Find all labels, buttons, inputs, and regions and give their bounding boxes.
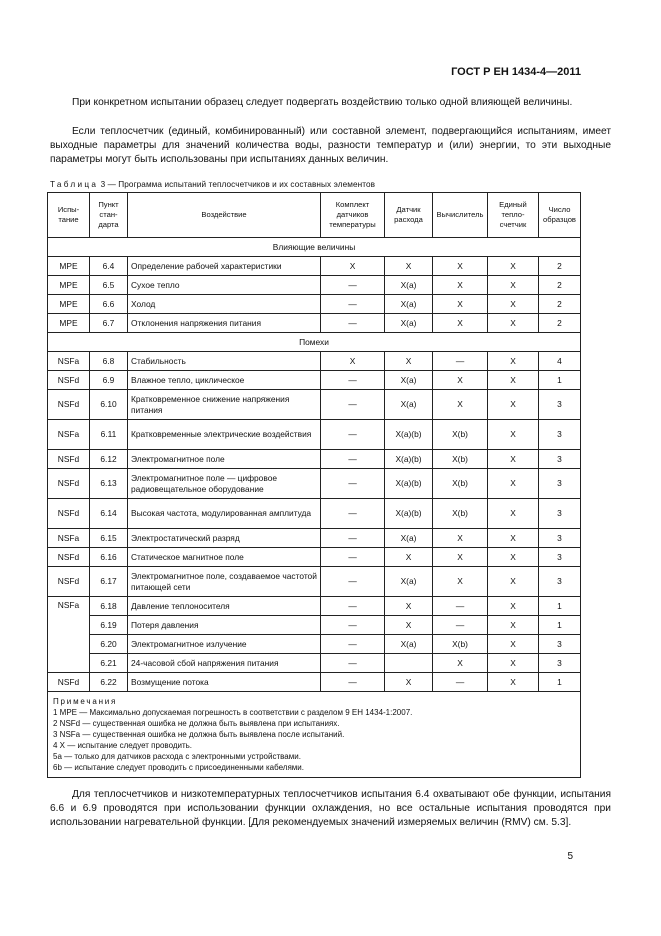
table-cell: NSFd bbox=[48, 673, 90, 692]
table-row bbox=[48, 371, 581, 390]
table-cell: X bbox=[488, 420, 539, 450]
table-cell: NSFd bbox=[48, 371, 90, 390]
table-cell bbox=[385, 654, 433, 673]
table-cell: 6.9 bbox=[90, 371, 128, 390]
table-cell: X bbox=[488, 548, 539, 567]
table-cell: X bbox=[433, 371, 488, 390]
table-cell: — bbox=[321, 276, 385, 295]
table-notes bbox=[48, 692, 581, 778]
table-cell: Влажное тепло, циклическое bbox=[128, 371, 321, 390]
table-cell: NSFd bbox=[48, 390, 90, 420]
table-cell: NSFd bbox=[48, 567, 90, 597]
table-cell: — bbox=[433, 597, 488, 616]
table-cell: X bbox=[433, 276, 488, 295]
table-row bbox=[48, 499, 581, 529]
table-cell: X bbox=[488, 352, 539, 371]
table-cell: NSFd bbox=[48, 469, 90, 499]
table-cell: NSFd bbox=[48, 450, 90, 469]
table-cell: — bbox=[321, 567, 385, 597]
col-header-influence: Воздействие bbox=[128, 193, 321, 238]
test-program-table bbox=[47, 192, 581, 778]
table-cell: MPE bbox=[48, 257, 90, 276]
table-cell: X(a) bbox=[385, 390, 433, 420]
table-cell: X bbox=[433, 314, 488, 333]
table-caption bbox=[50, 180, 375, 189]
table-row bbox=[48, 567, 581, 597]
table-row bbox=[48, 276, 581, 295]
table-cell: — bbox=[321, 314, 385, 333]
table-cell: 3 bbox=[539, 635, 581, 654]
table-row bbox=[48, 597, 581, 616]
section-row-interference bbox=[48, 333, 581, 352]
table-cell: X bbox=[433, 548, 488, 567]
table-cell: 6.16 bbox=[90, 548, 128, 567]
table-cell: MPE bbox=[48, 314, 90, 333]
table-cell: 1 bbox=[539, 616, 581, 635]
table-cell: Электромагнитное излучение bbox=[128, 635, 321, 654]
table-cell: X bbox=[488, 635, 539, 654]
table-cell: MPE bbox=[48, 276, 90, 295]
table-cell: 6.7 bbox=[90, 314, 128, 333]
table-cell: Отклонения напряжения питания bbox=[128, 314, 321, 333]
table-cell: X bbox=[433, 567, 488, 597]
table-cell: 2 bbox=[539, 295, 581, 314]
table-cell: Холод bbox=[128, 295, 321, 314]
table-cell: 6.4 bbox=[90, 257, 128, 276]
table-cell: 6.19 bbox=[90, 616, 128, 635]
table-cell: — bbox=[321, 548, 385, 567]
table-cell: X(a)(b) bbox=[385, 450, 433, 469]
table-cell: 3 bbox=[539, 420, 581, 450]
table-cell: 6.18 bbox=[90, 597, 128, 616]
table-row bbox=[48, 257, 581, 276]
col-header-test: Испы- тание bbox=[48, 193, 90, 238]
table-cell: X bbox=[433, 257, 488, 276]
table-cell: X bbox=[385, 597, 433, 616]
table-cell: X bbox=[385, 673, 433, 692]
table-cell: NSFd bbox=[48, 548, 90, 567]
note-item: 1 MPE — Максимально допускаемая погрешность в соответствии с разделом 9 ЕН 1434-1:2007. bbox=[53, 708, 413, 717]
table-cell: — bbox=[321, 469, 385, 499]
table-cell: — bbox=[433, 616, 488, 635]
table-row bbox=[48, 352, 581, 371]
table-row bbox=[48, 314, 581, 333]
table-cell: 6.11 bbox=[90, 420, 128, 450]
table-cell: — bbox=[321, 529, 385, 548]
table-cell: X bbox=[488, 390, 539, 420]
table-cell: X(a) bbox=[385, 295, 433, 314]
table-cell: 6.17 bbox=[90, 567, 128, 597]
col-header-flow-sensor: Датчик расхода bbox=[385, 193, 433, 238]
table-cell: X bbox=[488, 529, 539, 548]
table-cell: MPE bbox=[48, 295, 90, 314]
table-cell: 4 bbox=[539, 352, 581, 371]
col-header-sample-count: Число образцов bbox=[539, 193, 581, 238]
table-row bbox=[48, 673, 581, 692]
table-cell: X bbox=[488, 450, 539, 469]
table-cell: X bbox=[488, 616, 539, 635]
table-cell: 24-часовой сбой напряжения питания bbox=[128, 654, 321, 673]
table-cell: X(a)(b) bbox=[385, 469, 433, 499]
table-cell: 6.13 bbox=[90, 469, 128, 499]
table-cell: — bbox=[433, 352, 488, 371]
table-cell: X bbox=[321, 352, 385, 371]
table-cell: NSFa bbox=[48, 529, 90, 548]
caption-label: Таблица bbox=[50, 180, 99, 189]
table-cell: 3 bbox=[539, 469, 581, 499]
table-cell: X(a)(b) bbox=[385, 420, 433, 450]
table-cell: 3 bbox=[539, 654, 581, 673]
table-cell: X bbox=[321, 257, 385, 276]
table-cell: — bbox=[321, 450, 385, 469]
note-item: 3 NSFa — существенная ошибка не должна быть выявлена после испытаний. bbox=[53, 730, 345, 739]
table-cell: Стабильность bbox=[128, 352, 321, 371]
table-row bbox=[48, 616, 581, 635]
note-item: 2 NSFd — существенная ошибка не должна быть выявлена при испытаниях. bbox=[53, 719, 340, 728]
table-cell: 6.8 bbox=[90, 352, 128, 371]
table-cell: NSFa bbox=[48, 597, 90, 673]
table-cell: 3 bbox=[539, 548, 581, 567]
table-cell: X(a) bbox=[385, 529, 433, 548]
table-cell: 6.12 bbox=[90, 450, 128, 469]
table-cell: X(b) bbox=[433, 450, 488, 469]
col-header-calculator: Вычислитель bbox=[433, 193, 488, 238]
table-cell: X bbox=[488, 371, 539, 390]
table-cell: 6.5 bbox=[90, 276, 128, 295]
table-cell: 3 bbox=[539, 499, 581, 529]
table-cell: X bbox=[488, 469, 539, 499]
page-number: 5 bbox=[567, 851, 573, 862]
table-cell: X bbox=[488, 295, 539, 314]
caption-text: — Программа испытаний теплосчетчиков и их составных элементов bbox=[107, 180, 376, 189]
table-cell: 2 bbox=[539, 276, 581, 295]
table-cell: Давление теплоносителя bbox=[128, 597, 321, 616]
table-row bbox=[48, 390, 581, 420]
table-cell: — bbox=[321, 390, 385, 420]
table-cell: Сухое тепло bbox=[128, 276, 321, 295]
table-cell: X bbox=[488, 654, 539, 673]
table-row bbox=[48, 548, 581, 567]
table-cell: 6.20 bbox=[90, 635, 128, 654]
table-cell: — bbox=[321, 597, 385, 616]
table-cell: 1 bbox=[539, 597, 581, 616]
table-cell: Электромагнитное поле — цифровое радиовещательное оборудование bbox=[128, 469, 321, 499]
section-row-influence bbox=[48, 238, 581, 257]
table-cell: X bbox=[433, 654, 488, 673]
table-row bbox=[48, 469, 581, 499]
table-cell: 3 bbox=[539, 529, 581, 548]
table-cell: — bbox=[321, 616, 385, 635]
table-row bbox=[48, 654, 581, 673]
table-cell: 6.21 bbox=[90, 654, 128, 673]
table-cell: 1 bbox=[539, 673, 581, 692]
table-cell: X(a) bbox=[385, 371, 433, 390]
table-cell: X(b) bbox=[433, 469, 488, 499]
table-cell: X bbox=[433, 295, 488, 314]
table-cell: X bbox=[488, 276, 539, 295]
table-cell: 3 bbox=[539, 450, 581, 469]
table-cell: Статическое магнитное поле bbox=[128, 548, 321, 567]
table-cell: 1 bbox=[539, 371, 581, 390]
table-row bbox=[48, 420, 581, 450]
col-header-clause: Пункт стан- дарта bbox=[90, 193, 128, 238]
col-header-complete-meter: Единый тепло- счетчик bbox=[488, 193, 539, 238]
table-cell: X bbox=[488, 499, 539, 529]
table-cell: Электромагнитное поле bbox=[128, 450, 321, 469]
table-cell: X(a) bbox=[385, 635, 433, 654]
table-row bbox=[48, 635, 581, 654]
table-row bbox=[48, 295, 581, 314]
table-cell: X bbox=[385, 352, 433, 371]
caption-number: 3 bbox=[100, 180, 106, 189]
table-cell: X bbox=[488, 597, 539, 616]
table-cell: — bbox=[433, 673, 488, 692]
table-cell: 6.6 bbox=[90, 295, 128, 314]
table-cell: X bbox=[433, 390, 488, 420]
table-cell: X bbox=[385, 616, 433, 635]
table-cell: — bbox=[321, 654, 385, 673]
table-cell: 2 bbox=[539, 257, 581, 276]
note-item: 5a — только для датчиков расхода с электронными устройствами. bbox=[53, 752, 301, 761]
notes-title: Примечания bbox=[53, 697, 118, 706]
table-cell: X(b) bbox=[433, 635, 488, 654]
table-cell: — bbox=[321, 420, 385, 450]
table-cell: Кратковременные электрические воздействия bbox=[128, 420, 321, 450]
table-cell: Электромагнитное поле, создаваемое частотой питающей сети bbox=[128, 567, 321, 597]
table-cell: 6.14 bbox=[90, 499, 128, 529]
table-cell: 3 bbox=[539, 567, 581, 597]
note-item: 4 X — испытание следует проводить. bbox=[53, 741, 193, 750]
table-cell: 3 bbox=[539, 390, 581, 420]
note-item: 6b — испытание следует проводить с присоединенными кабелями. bbox=[53, 763, 304, 772]
table-cell: Возмущение потока bbox=[128, 673, 321, 692]
table-cell: Помехи bbox=[48, 333, 581, 352]
document-header: ГОСТ Р ЕН 1434-4—2011 bbox=[451, 66, 581, 78]
table-cell: X(b) bbox=[433, 499, 488, 529]
paragraph-2: Если теплосчетчик (единый, комбинированный) или составной элемент, подвергающийся испытаниям, имеет выходные параметры для значений количества воды, разности температур и (или) энергии, то эти выходные параметры могут быть использованы при испытаниях данных величин. bbox=[50, 126, 611, 165]
table-cell: X bbox=[488, 314, 539, 333]
table-cell: X bbox=[433, 529, 488, 548]
table-cell: — bbox=[321, 635, 385, 654]
table-cell: — bbox=[321, 673, 385, 692]
table-cell: 6.15 bbox=[90, 529, 128, 548]
paragraph-1: При конкретном испытании образец следует подвергать воздействию только одной влияющей величины. bbox=[72, 97, 573, 108]
table-cell: NSFa bbox=[48, 420, 90, 450]
table-cell: Электростатический разряд bbox=[128, 529, 321, 548]
table-cell: — bbox=[321, 371, 385, 390]
table-cell: X bbox=[385, 257, 433, 276]
table-header-row bbox=[48, 193, 581, 238]
table-cell: X(a) bbox=[385, 314, 433, 333]
table-cell: — bbox=[321, 499, 385, 529]
table-cell: Высокая частота, модулированная амплитуда bbox=[128, 499, 321, 529]
table-cell: X bbox=[488, 257, 539, 276]
table-cell: X bbox=[385, 548, 433, 567]
table-cell: X(a) bbox=[385, 567, 433, 597]
table-cell: Определение рабочей характеристики bbox=[128, 257, 321, 276]
notes-row bbox=[48, 692, 581, 778]
table-cell: — bbox=[321, 295, 385, 314]
footer-paragraph: Для теплосчетчиков и низкотемпературных теплосчетчиков испытания 6.4 охватывают обе функции, испытания 6.6 и 6.9 проводятся при использовании функции охлаждения, но все остальные испытания проводятся при использовании нагревательной функции. [Для рекомендуемых значений измеряемых величин (RMV) см. 5.3]. bbox=[50, 789, 611, 828]
table-cell: NSFd bbox=[48, 499, 90, 529]
table-cell: Влияющие величины bbox=[48, 238, 581, 257]
table-cell: X(b) bbox=[433, 420, 488, 450]
table-row bbox=[48, 529, 581, 548]
table-cell: X(a)(b) bbox=[385, 499, 433, 529]
col-header-temp-sensors: Комплект датчиков температуры bbox=[321, 193, 385, 238]
table-cell: X bbox=[488, 673, 539, 692]
table-row bbox=[48, 450, 581, 469]
table-cell: Кратковременное снижение напряжения питания bbox=[128, 390, 321, 420]
table-cell: 2 bbox=[539, 314, 581, 333]
table-cell: 6.10 bbox=[90, 390, 128, 420]
table-cell: Потеря давления bbox=[128, 616, 321, 635]
table-cell: X(a) bbox=[385, 276, 433, 295]
table-cell: 6.22 bbox=[90, 673, 128, 692]
table-cell: X bbox=[488, 567, 539, 597]
table-cell: NSFa bbox=[48, 352, 90, 371]
